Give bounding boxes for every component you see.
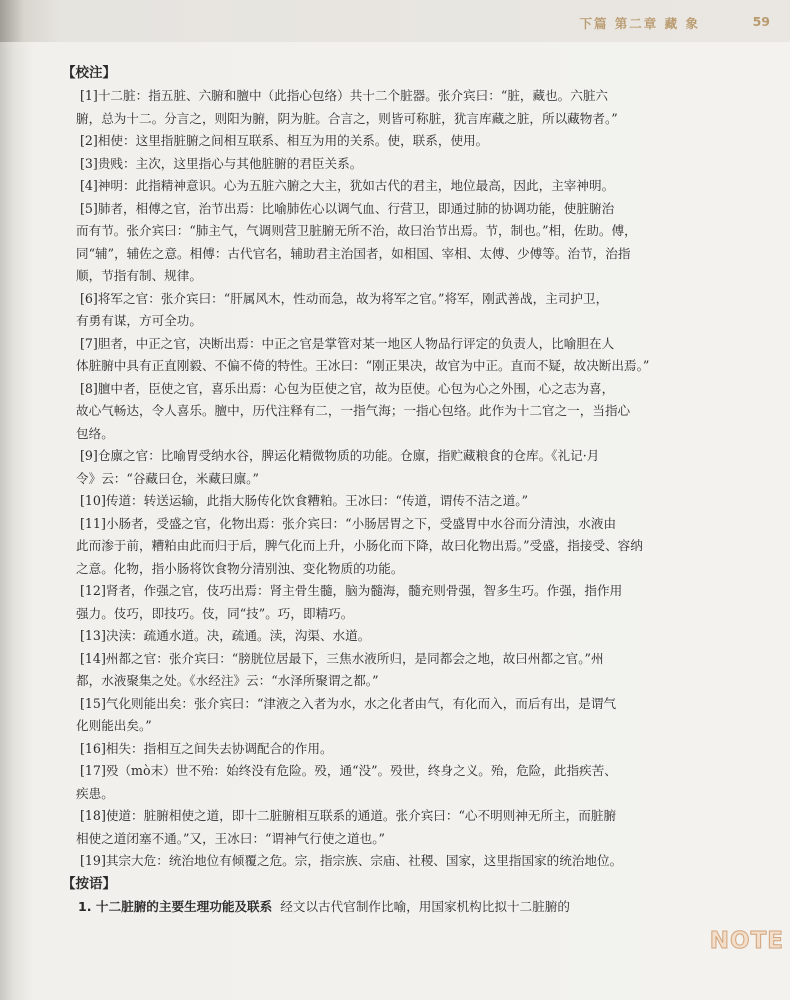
note-item <box>76 198 682 288</box>
note-item <box>76 513 682 581</box>
page-number: 59 <box>752 14 770 29</box>
note-continuation-line: 同“辅”，辅佐之意。相傅：古代官名，辅助君主治国者，如相国、宰相、太傅、少傅等。治节，治指 <box>76 245 631 261</box>
running-head: 下篇 第二章 藏 象 <box>579 16 700 31</box>
note-first-line: [11]小肠者，受盛之官，化物出焉：张介宾曰：“小肠居胃之下，受盛胃中水谷而分清浊，水液由 <box>80 515 617 531</box>
note-item <box>76 625 682 648</box>
note-item <box>76 648 682 693</box>
note-item <box>76 805 682 850</box>
note-continuation-line: 都，水液聚集之处。《水经注》云：“水泽所聚谓之都。” <box>76 673 379 688</box>
notes-section-title: 【校注】 <box>62 65 116 81</box>
note-item <box>76 445 682 490</box>
note-continuation-line: 化则能出矣。” <box>76 718 152 733</box>
note-first-line: [14]州都之官：张介宾曰：“膀胱位居最下，三焦水液所归，是同都会之地，故曰州都之官。”州 <box>80 650 604 666</box>
note-item <box>76 760 682 805</box>
note-first-line: [10]传道：转送运输，此指大肠传化饮食糟粕。王冰曰：“传道，谓传不洁之道。” <box>80 493 529 508</box>
note-first-line: [7]胆者，中正之官，决断出焉：中正之官是掌管对某一地区人物品行评定的负责人，比喻胆在人 <box>80 335 615 351</box>
note-continuation-line: 包络。 <box>76 425 114 441</box>
note-first-line: [15]气化则能出矣：张介宾曰：“津液之入者为水，水之化者由气，有化而入，而后有出，是谓气 <box>80 695 617 711</box>
note-first-line: [16]相失：指相互之间失去协调配合的作用。 <box>80 740 333 756</box>
note-first-line: [13]决渎：疏通水道。决，疏通。渎，沟渠、水道。 <box>80 628 371 643</box>
note-continuation-line: 故心气畅达，令人喜乐。膻中，历代注释有二，一指气海；一指心包络。此作为十二官之一，当指心 <box>76 403 631 418</box>
note-continuation-line: 有勇有谋，方可全功。 <box>76 313 202 328</box>
note-continuation-line: 相使之道闭塞不通。”又，王冰曰：“谓神气行使之道也。” <box>76 830 385 846</box>
note-item <box>76 580 682 625</box>
note-first-line: [2]相使：这里指脏腑之间相互联系、相互为用的关系。使，联系，使用。 <box>80 133 489 148</box>
note-item <box>76 85 682 130</box>
note-item <box>76 130 682 153</box>
note-first-line: [8]膻中者，臣使之官，喜乐出焉：心包为臣使之官，故为臣使。心包为心之外围，心之志为喜， <box>80 380 615 396</box>
note-first-line: [4]神明：此指精神意识。心为五脏六腑之大主，犹如古代的君主，地位最高，因此，主宰神明。 <box>80 178 615 193</box>
note-first-line: [19]其宗大危：统治地位有倾覆之危。宗，指宗族、宗庙、社稷、国家，这里指国家的统治地位。 <box>80 853 623 868</box>
note-item <box>76 693 682 738</box>
note-item <box>76 333 682 378</box>
commentary-subheading: 1. 十二脏腑的主要生理功能及联系 <box>78 898 273 914</box>
note-continuation-line: 令》云：“谷藏曰仓，米藏曰廪。” <box>76 470 259 486</box>
commentary-section-title: 【按语】 <box>62 875 116 892</box>
note-item <box>76 850 682 873</box>
notes-list <box>76 85 682 873</box>
note-first-line: [18]使道：脏腑相使之道，即十二脏腑相互联系的通道。张介宾曰：“心不明则神无所主，而脏腑 <box>80 808 617 823</box>
note-first-line: [12]肾者，作强之官，伎巧出焉：肾主骨生髓，脑为髓海，髓充则骨强，智多生巧。作强，指作用 <box>80 583 623 598</box>
note-item <box>76 288 682 333</box>
page-content <box>62 62 682 918</box>
commentary-paragraph <box>78 896 682 919</box>
note-first-line: [6]将军之官：张介宾曰：“肝属风木，性动而急，故为将军之官。”将军，刚武善战，主司护卫， <box>80 290 609 306</box>
note-first-line: [5]肺者，相傅之官，治节出焉：比喻肺佐心以调气血、行营卫，即通过肺的协调功能，使脏腑治 <box>80 200 615 216</box>
note-item <box>76 175 682 198</box>
note-first-line: [17]殁（mò末）世不殆：始终没有危险。殁，通“没”。殁世，终身之义。殆，危险，此指疾苦、 <box>80 763 617 778</box>
note-item <box>76 153 682 176</box>
note-first-line: [1]十二脏：指五脏、六腑和膻中（此指心包络）共十二个脏器。张介宾曰：“脏，藏也。六脏六 <box>80 88 609 103</box>
note-continuation-line: 疾患。 <box>76 785 114 801</box>
note-continuation-line: 之意。化物，指小肠将饮食物分清别浊、变化物质的功能。 <box>76 560 404 576</box>
note-badge: NOTE <box>709 928 784 954</box>
note-first-line: [9]仓廪之官：比喻胃受纳水谷，脾运化精微物质的功能。仓廪，指贮藏粮食的仓库。《礼记·月 <box>80 448 600 463</box>
note-item <box>76 490 682 513</box>
note-continuation-line: 腑，总为十二。分言之，则阳为腑，阴为脏。合言之，则皆可称脏，犹言库藏之脏，所以藏物者。” <box>76 110 618 126</box>
note-item <box>76 378 682 446</box>
note-item <box>76 738 682 761</box>
note-continuation-line: 强力。伎巧，即技巧。伎，同“技”。巧，即精巧。 <box>76 605 354 621</box>
note-continuation-line: 此而渗于前，糟粕由此而归于后，脾气化而上升，小肠化而下降，故曰化物出焉。”受盛，指接受、容纳 <box>76 538 643 553</box>
note-continuation-line: 而有节。张介宾曰：“肺主气，气调则营卫脏腑无所不治，故曰治节出焉。节，制也。”相，佐助。傅， <box>76 223 637 238</box>
note-first-line: [3]贵贱：主次，这里指心与其他脏腑的君臣关系。 <box>80 155 363 171</box>
commentary-text: 经文以古代官制作比喻，用国家机构比拟十二脏腑的 <box>280 898 570 914</box>
note-continuation-line: 顺，节指有制、规律。 <box>76 268 202 283</box>
note-continuation-line: 体脏腑中具有正直刚毅、不偏不倚的特性。王冰曰：“刚正果决，故官为中正。直而不疑，故决断出焉。” <box>76 358 650 373</box>
